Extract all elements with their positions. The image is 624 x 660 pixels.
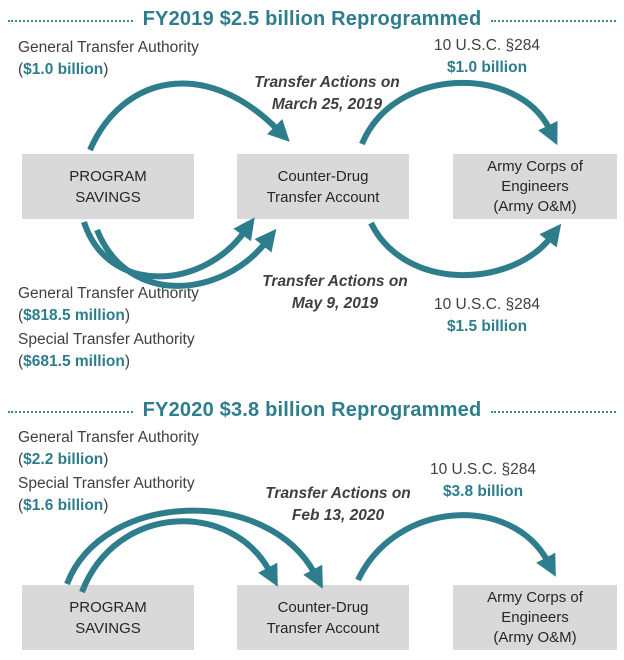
close-paren: ) xyxy=(124,353,131,370)
transfer-note-line1: Transfer Actions on xyxy=(254,74,400,91)
statute-amount: $1.5 billion xyxy=(446,318,528,335)
transfer-note-line2: Feb 13, 2020 xyxy=(291,507,385,524)
close-paren: ) xyxy=(103,61,109,78)
statute-text: 10 U.S.C. §284 xyxy=(430,461,536,478)
fy2019-section-header xyxy=(8,8,616,31)
arrow-fy2019-counterdrug-to-armycorps-bottom xyxy=(371,223,551,275)
open-paren: ( xyxy=(18,451,24,468)
close-paren: ) xyxy=(103,451,109,468)
fy2019-section-title: FY2019 $2.5 billion Reprogrammed xyxy=(142,8,482,30)
fy2019-gta-bottom-amount xyxy=(18,306,130,326)
fy2020-gta-amount xyxy=(18,450,108,470)
fy2019-transfer-note-bottom xyxy=(240,271,430,315)
transfer-note-line1: Transfer Actions on xyxy=(262,273,408,290)
dotted-rule-left xyxy=(8,411,133,413)
fy2019-sta-bottom-amount xyxy=(18,352,130,372)
fy2020-gta-label: General Transfer Authority xyxy=(18,429,199,446)
open-paren: ( xyxy=(18,307,24,324)
amount-value: $1.0 billion xyxy=(23,61,104,78)
amount-value: $681.5 million xyxy=(23,353,125,370)
fy2019-program-savings-box xyxy=(22,154,194,219)
box-line: Transfer Account xyxy=(266,619,380,637)
fy2020-section-header xyxy=(8,399,616,422)
fy2019-gta-top-amount xyxy=(18,60,108,80)
open-paren: ( xyxy=(18,497,24,514)
statute-text: 10 U.S.C. §284 xyxy=(434,37,540,54)
fy2019-counter-drug-box xyxy=(237,154,409,219)
fy2020-program-savings-box xyxy=(22,585,194,650)
close-paren: ) xyxy=(103,497,109,514)
arrow-fy2020-savings-to-counterdrug-2 xyxy=(82,521,270,592)
fy2019-gta-top-label: General Transfer Authority xyxy=(18,39,199,56)
dotted-rule-right xyxy=(491,20,616,22)
box-line: PROGRAM xyxy=(69,598,147,616)
box-line: Army Corps of xyxy=(487,588,583,606)
box-line: Engineers xyxy=(501,608,569,626)
open-paren: ( xyxy=(18,61,24,78)
box-line: Counter-Drug xyxy=(277,598,369,616)
amount-value: $1.6 billion xyxy=(23,497,104,514)
fy2020-counter-drug-box xyxy=(237,585,409,650)
statute-amount: $3.8 billion xyxy=(442,483,524,500)
box-line: (Army O&M) xyxy=(493,197,577,215)
statute-amount: $1.0 billion xyxy=(446,59,528,76)
box-line: SAVINGS xyxy=(75,188,141,206)
box-line: SAVINGS xyxy=(75,619,141,637)
box-line: Army Corps of xyxy=(487,157,583,175)
statute-text: 10 U.S.C. §284 xyxy=(434,296,540,313)
fy2020-sta-label: Special Transfer Authority xyxy=(18,475,195,492)
fy2020-transfer-note xyxy=(243,483,433,527)
fy2019-usc-bottom xyxy=(407,294,567,338)
transfer-note-line2: May 9, 2019 xyxy=(291,295,379,312)
fy2020-section-title: FY2020 $3.8 billion Reprogrammed xyxy=(142,399,482,421)
dotted-rule-left xyxy=(8,20,133,22)
transfer-note-line2: March 25, 2019 xyxy=(271,96,383,113)
fy2019-army-corps-box xyxy=(453,154,617,219)
fy2019-sta-bottom-label: Special Transfer Authority xyxy=(18,331,195,348)
fy2020-army-corps-box xyxy=(453,585,617,650)
arrow-fy2019-savings-to-counterdrug-bottom-1 xyxy=(84,222,245,276)
amount-value: $2.2 billion xyxy=(23,451,104,468)
transfer-note-line1: Transfer Actions on xyxy=(265,485,411,502)
amount-value: $818.5 million xyxy=(23,307,125,324)
fy2019-gta-bottom-label: General Transfer Authority xyxy=(18,285,199,302)
box-line: Counter-Drug xyxy=(277,167,369,185)
box-line: Transfer Account xyxy=(266,188,380,206)
close-paren: ) xyxy=(124,307,131,324)
box-line: (Army O&M) xyxy=(493,628,577,646)
box-line: PROGRAM xyxy=(69,167,147,185)
fy2019-transfer-note-top xyxy=(232,72,422,116)
fy2020-sta-amount xyxy=(18,496,108,516)
box-line: Engineers xyxy=(501,177,569,195)
fy2019-usc-top xyxy=(407,35,567,79)
open-paren: ( xyxy=(18,353,24,370)
dotted-rule-right xyxy=(491,411,616,413)
